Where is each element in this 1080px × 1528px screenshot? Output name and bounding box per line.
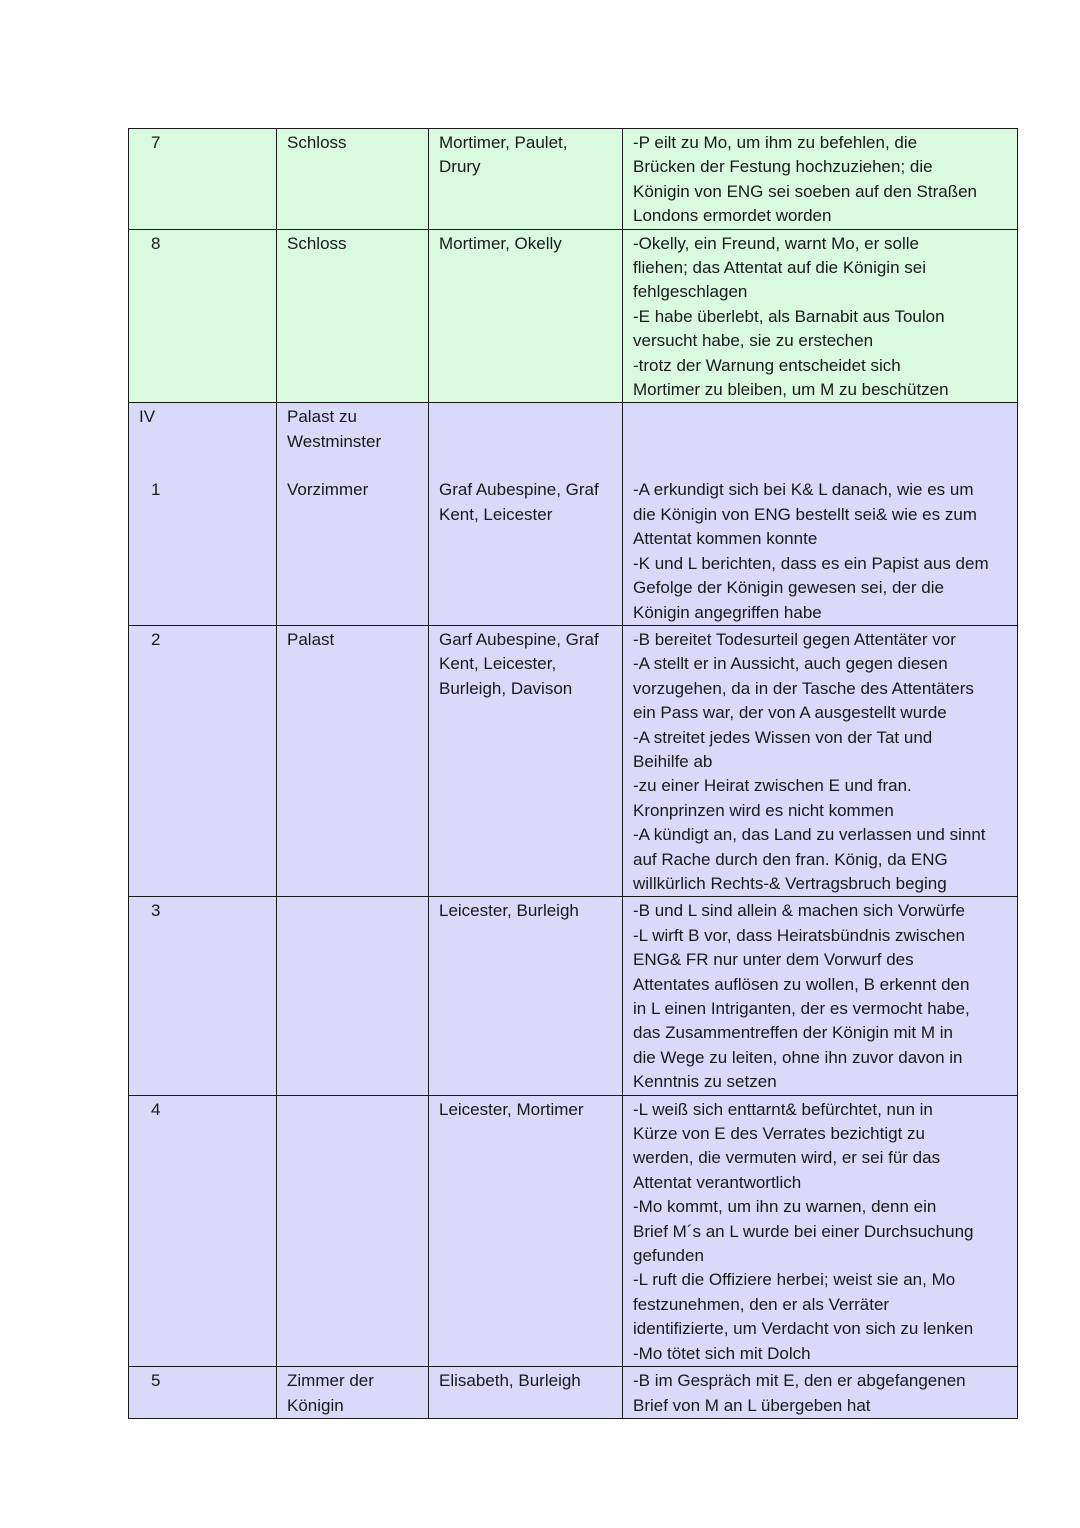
table-row: [129, 625, 1018, 896]
table-row: [129, 129, 1018, 230]
scene-location: [277, 897, 429, 1095]
scene-persons: Mortimer, Paulet, Drury: [429, 129, 623, 230]
scene-location: Palast: [277, 625, 429, 896]
act-location-cell: [277, 403, 429, 625]
scene-overview-table: [128, 128, 1018, 1419]
table-row: [129, 229, 1018, 403]
scene-persons: Leicester, Mortimer: [429, 1095, 623, 1366]
scene-number: 7: [129, 129, 277, 230]
scene-content: -A erkundigt sich bei K& L danach, wie es um die Königin von ENG bestellt sei& wie es zum Attentat kommen konnte -K und L berichten, dass es ein Papist aus dem Gefolge der Königin gewesen sei, der die Königin angegriffen habe: [633, 480, 989, 622]
scene-content: -L weiß sich enttarnt& befürchtet, nun in Kürze von E des Verrates bezichtigt zu werden, die vermuten wird, er sei für das Attentat verantwortlich -Mo kommt, um ihn zu warnen, denn ein Brief M´s an L wurde bei einer Durchsuchung gefunden -L ruft die Offiziere herbei; weist sie an, Mo festzunehmen, den er als Verräter identifizierte, um Verdacht von sich zu lenken -Mo tötet sich mit Dolch: [623, 1095, 1018, 1366]
scene-location: [277, 1095, 429, 1366]
scene-number: 1: [151, 480, 161, 500]
scene-number: 2: [129, 625, 277, 896]
act-cell: [129, 403, 277, 625]
scene-persons: Garf Aubespine, Graf Kent, Leicester, Burleigh, Davison: [429, 625, 623, 896]
scene-location: Zimmer der Königin: [277, 1367, 429, 1419]
scene-persons: Mortimer, Okelly: [429, 229, 623, 403]
table-row: [129, 897, 1018, 1095]
act-location: Palast zu Westminster: [287, 407, 382, 451]
scene-content: -P eilt zu Mo, um ihm zu befehlen, die Brücken der Festung hochzuziehen; die Königin von ENG sei soeben auf den Straßen Londons ermordet worden: [623, 129, 1018, 230]
scene-number: 8: [129, 229, 277, 403]
scene-location: Schloss: [277, 229, 429, 403]
table-row: [129, 403, 1018, 625]
scene-persons: Elisabeth, Burleigh: [429, 1367, 623, 1419]
act-number: IV: [139, 407, 156, 427]
scene-content: -B bereitet Todesurteil gegen Attentäter vor -A stellt er in Aussicht, auch gegen diesen vorzugehen, da in der Tasche des Attentäters ein Pass war, der von A ausgestellt wurde -A streitet jedes Wissen von der Tat und Beihilfe ab -zu einer Heirat zwischen E und fran. Kronprinzen wird es nicht kommen -A kündigt an, das Land zu verlassen und sinnt auf Rache durch den fran. König, da ENG willkürlich Rechts-& Vertragsbruch beging: [623, 625, 1018, 896]
scene-number: 4: [129, 1095, 277, 1366]
scene-location: Vorzimmer: [287, 480, 369, 500]
table-row: [129, 1095, 1018, 1366]
scene-persons: Graf Aubespine, Graf Kent, Leicester: [439, 480, 599, 524]
table-row: [129, 1367, 1018, 1419]
scene-number: 3: [129, 897, 277, 1095]
scene-number: 5: [129, 1367, 277, 1419]
scene-content-cell: [623, 403, 1018, 625]
scene-persons: Leicester, Burleigh: [429, 897, 623, 1095]
scene-persons-cell: [429, 403, 623, 625]
scene-content: -B und L sind allein & machen sich Vorwürfe -L wirft B vor, dass Heiratsbündnis zwischen ENG& FR nur unter dem Vorwurf des Attentates auflösen zu wollen, B erkennt den in L einen Intriganten, der es vermocht habe, das Zusammentreffen der Königin mit M in die Wege zu leiten, ohne ihn zuvor davon in Kenntnis zu setzen: [623, 897, 1018, 1095]
scene-content: -B im Gespräch mit E, den er abgefangenen Brief von M an L übergeben hat: [623, 1367, 1018, 1419]
scene-content: -Okelly, ein Freund, warnt Mo, er solle fliehen; das Attentat auf die Königin sei fehlgeschlagen -E habe überlebt, als Barnabit aus Toulon versucht habe, sie zu erstechen -trotz der Warnung entscheidet sich Mortimer zu bleiben, um M zu beschützen: [623, 229, 1018, 403]
scene-location: Schloss: [277, 129, 429, 230]
